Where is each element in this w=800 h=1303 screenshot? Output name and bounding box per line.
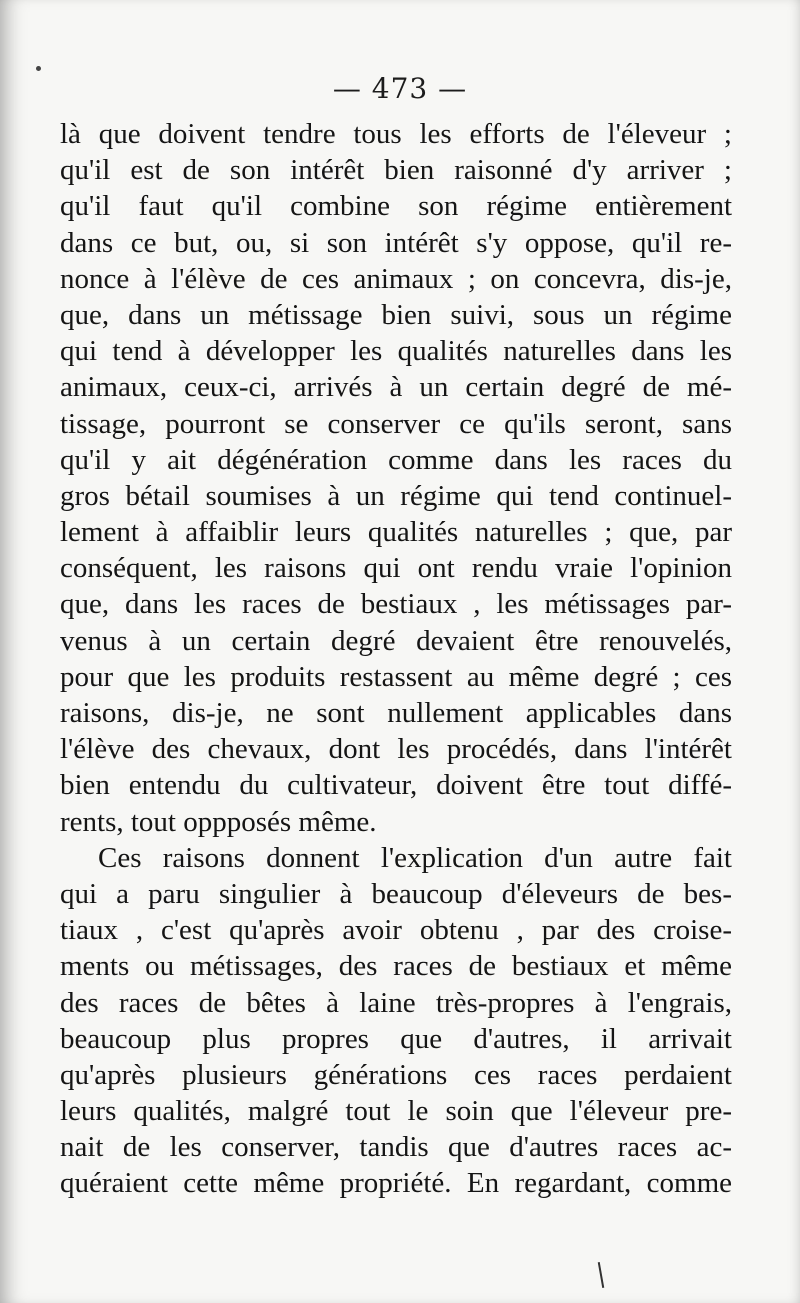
text-line: ments ou métissages, des races de bestiaux et même xyxy=(60,950,732,983)
text-line: nait de les conserver, tandis que d'autres races ac- xyxy=(60,1131,732,1164)
text-line: nonce à l'élève de ces animaux ; on concevra, dis-je, xyxy=(60,262,732,295)
text-line: bien entendu du cultivateur, doivent être tout diffé- xyxy=(60,769,732,802)
text-line: tiaux , c'est qu'après avoir obtenu , par des croise- xyxy=(60,914,732,947)
body-text xyxy=(60,116,732,1202)
text-line: conséquent, les raisons qui ont rendu vraie l'opinion xyxy=(60,552,732,585)
page-number: — 473 — xyxy=(332,72,468,105)
text-line: Ces raisons donnent l'explication d'un autre fait xyxy=(98,841,732,874)
text-line: que, dans les races de bestiaux , les métissages par- xyxy=(60,588,732,621)
paragraph-1 xyxy=(60,116,732,840)
text-line: leurs qualités, malgré tout le soin que l'éleveur pre- xyxy=(60,1095,732,1128)
text-line: qui tend à développer les qualités naturelles dans les xyxy=(60,335,732,368)
text-line: tissage, pourront se conserver ce qu'ils seront, sans xyxy=(60,407,732,440)
text-line: venus à un certain degré devaient être renouvelés, xyxy=(60,624,732,657)
text-line: qu'après plusieurs générations ces races perdaient xyxy=(60,1058,732,1091)
text-line: là que doivent tendre tous les efforts de l'éleveur ; xyxy=(60,118,732,150)
text-line: qui a paru singulier à beaucoup d'éleveurs de bes- xyxy=(60,877,732,910)
text-line: qu'il est de son intérêt bien raisonné d'y arriver ; xyxy=(60,154,732,187)
text-line: animaux, ceux-ci, arrivés à un certain degré de mé- xyxy=(60,371,732,404)
paragraph-2 xyxy=(60,840,732,1202)
text-line: lement à affaiblir leurs qualités naturelles ; que, par xyxy=(60,516,732,549)
text-line: des races de bêtes à laine très-propres à l'engrais, xyxy=(60,986,732,1019)
text-line: qu'il faut qu'il combine son régime entièrement xyxy=(60,190,732,223)
text-line: raisons, dis-je, ne sont nullement applicables dans xyxy=(60,697,732,729)
ink-mark xyxy=(598,1262,604,1288)
text-line: rents, tout oppposés même. xyxy=(60,805,377,838)
text-line: que, dans un métissage bien suivi, sous un régime xyxy=(60,298,732,331)
text-line: dans ce but, ou, si son intérêt s'y oppose, qu'il re- xyxy=(60,226,732,259)
text-line: pour que les produits restassent au même degré ; ces xyxy=(60,660,732,693)
text-line: quéraient cette même propriété. En regardant, comme xyxy=(60,1167,732,1200)
text-line: l'élève des chevaux, dont les procédés, dans l'intérêt xyxy=(60,733,732,766)
text-line: beaucoup plus propres que d'autres, il arrivait xyxy=(60,1022,732,1055)
ink-speck xyxy=(36,66,41,71)
text-line: gros bétail soumises à un régime qui tend continuel- xyxy=(60,479,732,512)
text-line: qu'il y ait dégénération comme dans les races du xyxy=(60,443,732,476)
